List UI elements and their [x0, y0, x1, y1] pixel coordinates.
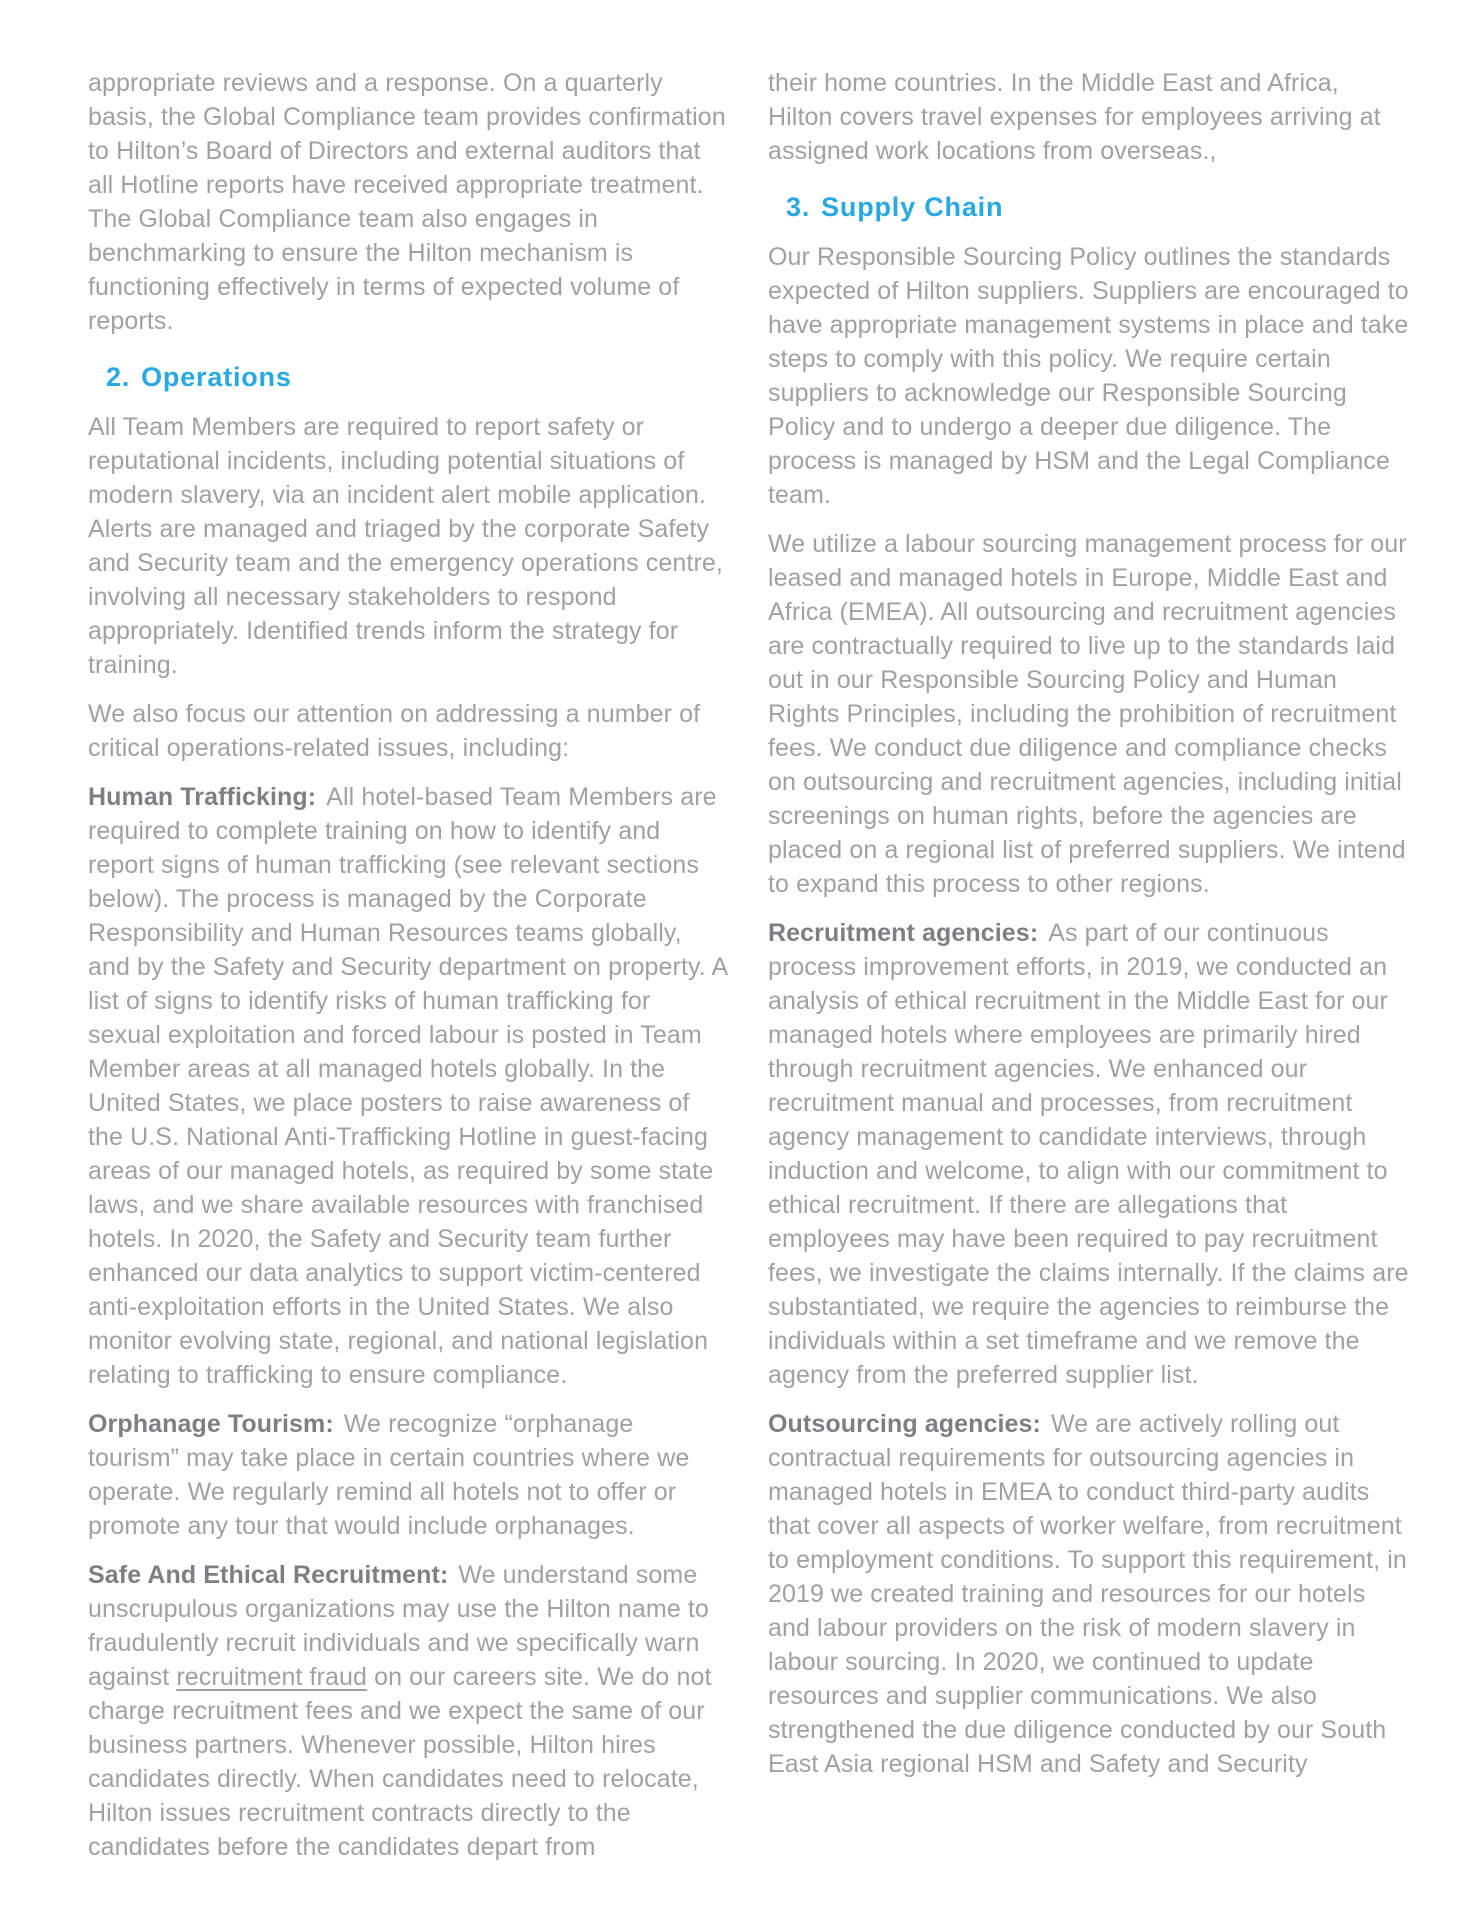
runin-label-ethical-recruitment: Safe And Ethical Recruitment:: [88, 1561, 449, 1589]
paragraph-supply-chain-1: Our Responsible Sourcing Policy outlines the standards expected of Hilton suppliers. Suppliers are encouraged to have appropriate management systems in place and take steps to comply with this policy. We require certain suppliers to acknowledge our Responsible Sourcing Policy and to undergo a deeper due diligence. The process is managed by HSM and the Legal Compliance team.: [768, 243, 1409, 509]
section-number: 3.: [786, 192, 811, 222]
section-title: Operations: [141, 362, 292, 392]
runin-label-human-trafficking: Human Trafficking:: [88, 783, 317, 811]
two-column-layout: [88, 66, 1484, 1879]
paragraph-intro-continued: their home countries. In the Middle East and Africa, Hilton covers travel expenses for employees arriving at assigned work locations from overseas.,: [768, 69, 1381, 165]
paragraph-text: All hotel-based Team Members are required to complete training on how to identify and report signs of human trafficking (see relevant sections below). The process is managed by the Corporate Responsibility and Human Resources teams globally, and by the Safety and Security department on property. A list of signs to identify risks of human trafficking for sexual exploitation and forced labour is posted in Team Member areas at all managed hotels globally. In the United States, we place posters to raise awareness of the U.S. National Anti-Trafficking Hotline in guest-facing areas of our managed hotels, as required by some state laws, and we share available resources with franchised hotels. In 2020, the Safety and Security team further enhanced our data analytics to support victim-centered anti-exploitation efforts in the United States. We also monitor evolving state, regional, and national legislation relating to trafficking to ensure compliance.: [88, 783, 727, 1389]
paragraph-human-trafficking: [88, 780, 730, 1392]
paragraph-orphanage-tourism: [88, 1407, 730, 1543]
paragraph-recruitment-agencies: [768, 916, 1410, 1392]
paragraph-text: on our careers site. We do not charge recruitment fees and we expect the same of our business partners. Whenever possible, Hilton hires candidates directly. When candidates need to relocate, Hilton issues recruitment contracts directly to the candidates before the candidates depart from: [88, 1663, 712, 1861]
runin-label-orphanage-tourism: Orphanage Tourism:: [88, 1410, 334, 1438]
paragraph-outsourcing-agencies: [768, 1407, 1410, 1781]
runin-label-recruitment-agencies: Recruitment agencies:: [768, 919, 1039, 947]
paragraph-text: We understand some unscrupulous organizations may use the Hilton name to fraudulently recruit individuals and we specifically warn against: [88, 1561, 709, 1691]
recruitment-fraud-link[interactable]: recruitment fraud: [176, 1663, 368, 1691]
paragraph-operations-2: We also focus our attention on addressing a number of critical operations-related issues, including:: [88, 700, 701, 762]
section-title: Supply Chain: [821, 192, 1004, 222]
paragraph-intro-continued: appropriate reviews and a response. On a quarterly basis, the Global Compliance team provides confirmation to Hilton’s Board of Directors and external auditors that all Hotline reports have received appropriate treatment. The Global Compliance team also engages in benchmarking to ensure the Hilton mechanism is functioning effectively in terms of expected volume of reports.: [88, 69, 726, 335]
left-column: [88, 66, 730, 1879]
paragraph-text: We recognize “orphanage tourism” may take place in certain countries where we operate. We regularly remind all hotels not to offer or promote any tour that would include orphanages.: [88, 1410, 690, 1540]
paragraph-operations-1: All Team Members are required to report safety or reputational incidents, including potential situations of modern slavery, via an incident alert mobile application. Alerts are managed and triaged by the corporate Safety and Security team and the emergency operations centre, involving all necessary stakeholders to respond appropriately. Identified trends inform the strategy for training.: [88, 413, 723, 679]
runin-label-outsourcing-agencies: Outsourcing agencies:: [768, 1410, 1041, 1438]
paragraph-text: We are actively rolling out contractual requirements for outsourcing agencies in managed hotels in EMEA to conduct third-party audits that cover all aspects of worker welfare, from recruitment to employment conditions. To support this requirement, in 2019 we created training and resources for our hotels and labour providers on the risk of modern slavery in labour sourcing. In 2020, we continued to update resources and supplier communications. We also strengthened the due diligence conducted by our South East Asia regional HSM and Safety and Security: [768, 1410, 1407, 1778]
section-heading-supply-chain: [786, 190, 1410, 224]
paragraph-ethical-recruitment: [88, 1558, 730, 1864]
section-number: 2.: [106, 362, 131, 392]
right-column: [768, 66, 1410, 1879]
section-heading-operations: [106, 360, 730, 394]
paragraph-supply-chain-2: We utilize a labour sourcing management process for our leased and managed hotels in Europe, Middle East and Africa (EMEA). All outsourcing and recruitment agencies are contractually required to live up to the standards laid out in our Responsible Sourcing Policy and Human Rights Principles, including the prohibition of recruitment fees. We conduct due diligence and compliance checks on outsourcing and recruitment agencies, including initial screenings on human rights, before the agencies are placed on a regional list of preferred suppliers. We intend to expand this process to other regions.: [768, 530, 1407, 898]
paragraph-text: As part of our continuous process improvement efforts, in 2019, we conducted an analysis of ethical recruitment in the Middle East for our managed hotels where employees are primarily hired through recruitment agencies. We enhanced our recruitment manual and processes, from recruitment agency management to candidate interviews, through induction and welcome, to align with our commitment to ethical recruitment. If there are allegations that employees may have been required to pay recruitment fees, we investigate the claims internally. If the claims are substantiated, we require the agencies to reimburse the individuals within a set timeframe and we remove the agency from the preferred supplier list.: [768, 919, 1409, 1389]
